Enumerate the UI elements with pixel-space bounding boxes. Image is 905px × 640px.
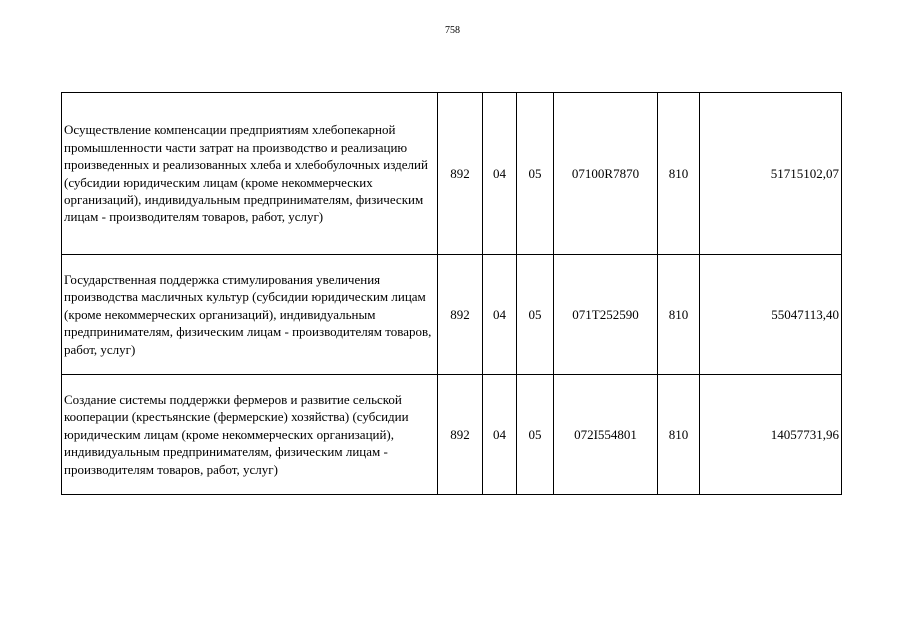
row-ministry-code: 892 (438, 255, 483, 375)
row-ministry-code: 892 (438, 93, 483, 255)
table-row (62, 255, 842, 375)
row-expense-type: 810 (658, 255, 700, 375)
row-target-article: 071T252590 (554, 255, 658, 375)
row-ministry-code: 892 (438, 375, 483, 495)
row-subsection-code: 05 (517, 375, 554, 495)
row-section-code: 04 (483, 375, 517, 495)
table-row (62, 375, 842, 495)
row-amount: 14057731,96 (700, 375, 842, 495)
page-number: 758 (445, 25, 460, 36)
budget-table (61, 92, 842, 495)
row-amount: 55047113,40 (700, 255, 842, 375)
row-target-article: 072I554801 (554, 375, 658, 495)
row-description: Создание системы поддержки фермеров и развитие сельской кооперации (крестьянские (фермерские) хозяйства) (субсидии юридическим лицам (кроме некоммерческих организаций), индивидуальным предпринимателям, физическим лицам - производителям товаров, работ, услуг) (62, 375, 438, 495)
row-description: Государственная поддержка стимулирования увеличения производства масличных культур (субсидии юридическим лицам (кроме некоммерческих организаций), индивидуальным предпринимателям, физическим лицам - производителям товаров, работ, услуг) (62, 255, 438, 375)
row-section-code: 04 (483, 93, 517, 255)
row-section-code: 04 (483, 255, 517, 375)
row-subsection-code: 05 (517, 93, 554, 255)
row-amount: 51715102,07 (700, 93, 842, 255)
row-target-article: 07100R7870 (554, 93, 658, 255)
row-subsection-code: 05 (517, 255, 554, 375)
row-description: Осуществление компенсации предприятиям хлебопекарной промышленности части затрат на производство и реализацию произведенных и реализованных хлеба и хлебобулочных изделий (субсидии юридическим лицам (кроме некоммерческих организаций), индивидуальным предпринимателям, физическим лицам - производителям товаров, работ, услуг) (62, 93, 438, 255)
row-expense-type: 810 (658, 93, 700, 255)
table-row (62, 93, 842, 255)
row-expense-type: 810 (658, 375, 700, 495)
